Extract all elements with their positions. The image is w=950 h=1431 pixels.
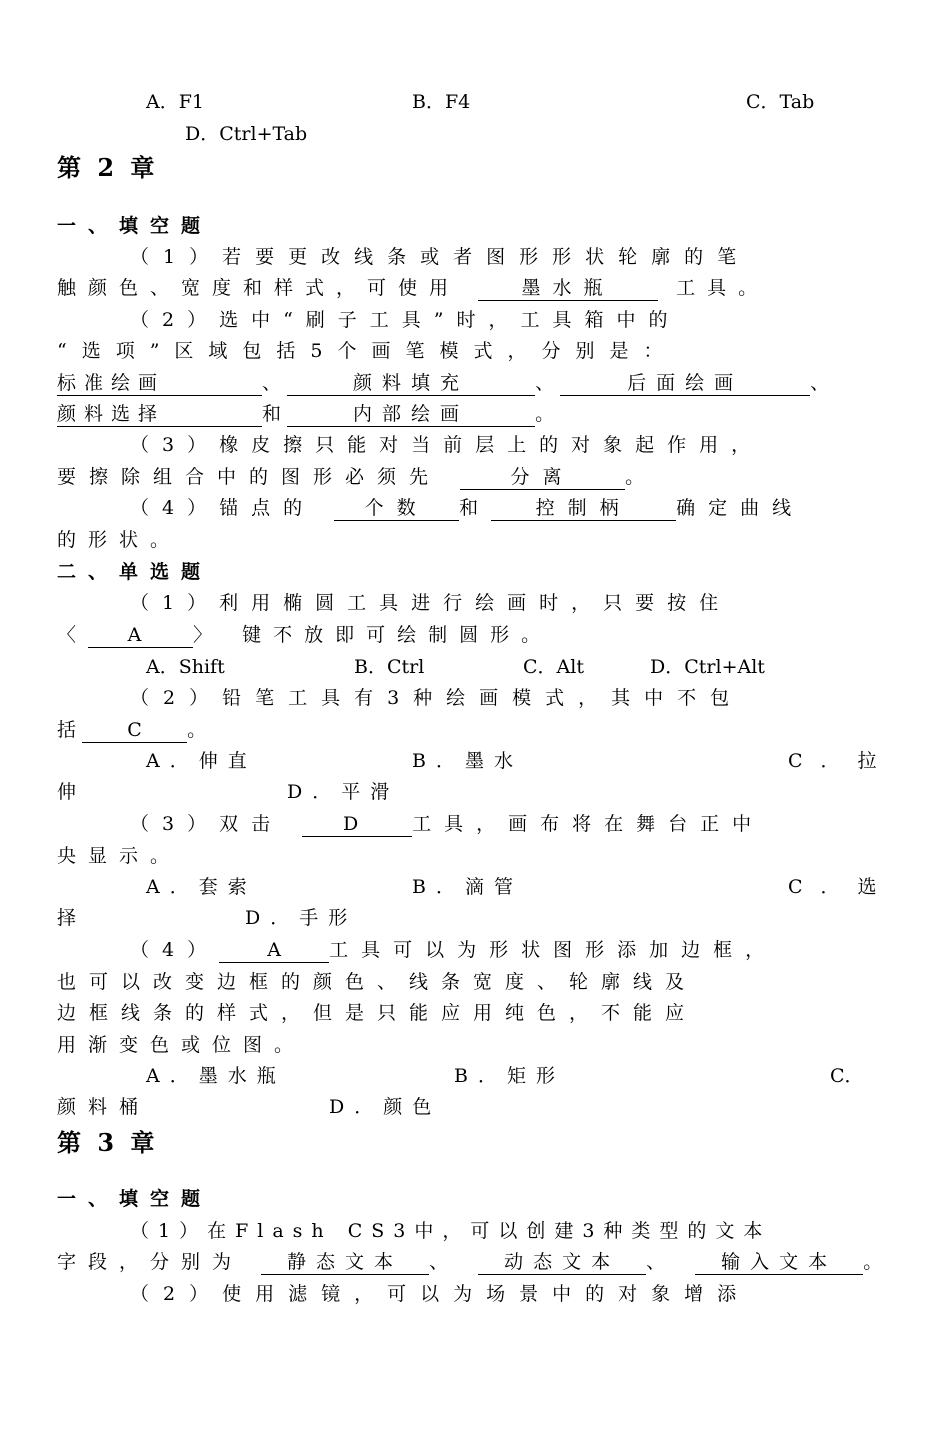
q3-answer: 分离 xyxy=(460,465,625,490)
mc4-line-4: 用渐变色或位图。 xyxy=(57,1034,306,1056)
mc4-line-3: 边框线条的样式，但是只能应用纯色，不能应 xyxy=(57,1002,698,1024)
mc2-option-c-cont: 伸 xyxy=(57,781,77,803)
mc4-line-1: （4） A 工具可以为形状图形添加边框， xyxy=(130,939,778,961)
q2-line-3: 标准绘画 、 颜料填充 、 后面绘画 、 xyxy=(57,372,830,394)
q2-line-2: “选项”区域包括5个画笔模式，分别是： xyxy=(57,340,678,362)
mc2-line-1: （2）铅笔工具有3种绘画模式，其中不包 xyxy=(130,687,744,709)
mc1-option-d: D．Ctrl+Alt xyxy=(650,656,765,678)
option-d: D．Ctrl+Tab xyxy=(185,123,308,145)
q4-answer-2: 控制柄 xyxy=(491,496,676,521)
q3-line-2: 要擦除组合中的图形必须先 分离 。 xyxy=(57,466,658,488)
q3-line-1: （3）橡皮擦只能对当前层上的对象起作用， xyxy=(130,434,764,456)
q2-answer-3: 后面绘画 xyxy=(560,371,810,396)
mc2-answer: C xyxy=(82,718,187,743)
mc4-option-d: D．颜色 xyxy=(329,1096,442,1118)
q2-answer-4: 颜料选择 xyxy=(57,402,262,427)
mc1-line-2: 〈 A 〉 键不放即可绘制圆形。 xyxy=(57,624,553,646)
mc2-option-a: A．伸直 xyxy=(146,750,257,772)
mc3-option-c: C．选 xyxy=(788,876,895,898)
mc3-option-a: A．套索 xyxy=(146,876,257,898)
mc2-line-2: 括 C 。 xyxy=(57,719,207,741)
mc3-tail: 工具，画布将在舞台正中 xyxy=(412,813,765,835)
mc2-option-c: C．拉 xyxy=(788,750,895,772)
ch3-q1-line-1: （1）在Flash CS3中，可以创建3种类型的文本 xyxy=(130,1220,772,1242)
q2-answer-2: 颜料填充 xyxy=(287,371,535,396)
ch3-section-fill-title: 一、填空题 xyxy=(57,1188,213,1210)
q1-tail: 工具。 xyxy=(676,277,770,299)
ch3-q1-line-2: 字段，分别为 静态文本 、 动态文本 、 输入文本 。 xyxy=(57,1251,895,1273)
option-b: B．F4 xyxy=(412,91,471,113)
ch3-q1-answer-1: 静态文本 xyxy=(261,1250,429,1275)
ch3-q1-answer-3: 输入文本 xyxy=(695,1250,863,1275)
mc3-answer: D xyxy=(302,812,412,837)
q1-line-1: （1）若要更改线条或者图形形状轮廓的笔 xyxy=(130,246,751,268)
mc3-option-c-cont: 择 xyxy=(57,907,77,929)
mc3-line-1 xyxy=(130,809,872,840)
q2-answer-5: 内部绘画 xyxy=(287,402,535,427)
mc1-line-1: （1）利用椭圆工具进行绘画时，只要按住 xyxy=(130,592,732,614)
mc4-option-b: B．矩形 xyxy=(454,1065,565,1087)
q1-line-2 xyxy=(57,273,872,304)
mc1-answer: A xyxy=(88,623,193,648)
q3-text: 要擦除组合中的图形必须先 xyxy=(57,466,442,488)
mc2-text: 括 xyxy=(57,719,77,741)
q4-text: （4）锚点的 xyxy=(130,497,316,519)
option-a: A．F1 xyxy=(146,91,204,113)
mc4-answer: A xyxy=(219,938,329,963)
option-c: C．Tab xyxy=(746,91,815,113)
mc4-option-c-cont: 颜料桶 xyxy=(57,1096,151,1118)
q4-line-1 xyxy=(130,493,872,524)
q4-line-2: 的形状。 xyxy=(57,529,182,551)
q4-tail: 确定曲线 xyxy=(676,497,805,519)
mc1-option-b: B．Ctrl xyxy=(354,656,425,678)
section-mc-title: 二、单选题 xyxy=(57,561,213,583)
mc3-option-d: D．手形 xyxy=(245,907,358,929)
mc4-text: 工具可以为形状图形添加边框， xyxy=(329,939,778,961)
mc1-option-c: C．Alt xyxy=(523,656,584,678)
mc4-line-2: 也可以改变边框的颜色、线条宽度、轮廓线及 xyxy=(57,971,698,993)
mc4-option-a: A．墨水瓶 xyxy=(146,1065,286,1087)
chapter-2-title: 第 2 章 xyxy=(57,153,159,182)
q2-line-1: （2）选中“刷子工具”时，工具箱中的 xyxy=(130,309,681,331)
mc3-line-2: 央显示。 xyxy=(57,845,182,867)
mc3-text: （3）双击 xyxy=(130,813,284,835)
q1-answer: 墨水瓶 xyxy=(478,276,658,301)
q4-answer-1: 个数 xyxy=(334,496,459,521)
chapter-3-title: 第 3 章 xyxy=(57,1128,159,1157)
ch3-q1-text: 字段，分别为 xyxy=(57,1251,244,1273)
mc2-option-b: B．墨水 xyxy=(412,750,523,772)
ch3-q2-line-1: （2）使用滤镜，可以为场景中的对象增添 xyxy=(130,1283,751,1305)
mc4-option-c: C． xyxy=(830,1065,864,1087)
mc3-option-b: B．滴管 xyxy=(412,876,523,898)
section-fill-title: 一、填空题 xyxy=(57,215,213,237)
q4-and: 和 xyxy=(459,497,492,519)
q2-line-4: 颜料选择 和 内部绘画 。 xyxy=(57,403,555,425)
mc1-text: 键不放即可绘制圆形。 xyxy=(242,624,553,646)
q2-answer-1: 标准绘画 xyxy=(57,371,262,396)
ch3-q1-answer-2: 动态文本 xyxy=(478,1250,646,1275)
mc1-option-a: A．Shift xyxy=(146,656,225,678)
mc2-option-d: D．平滑 xyxy=(287,781,400,803)
q1-text: 触颜色、宽度和样式，可使用 xyxy=(57,277,461,299)
